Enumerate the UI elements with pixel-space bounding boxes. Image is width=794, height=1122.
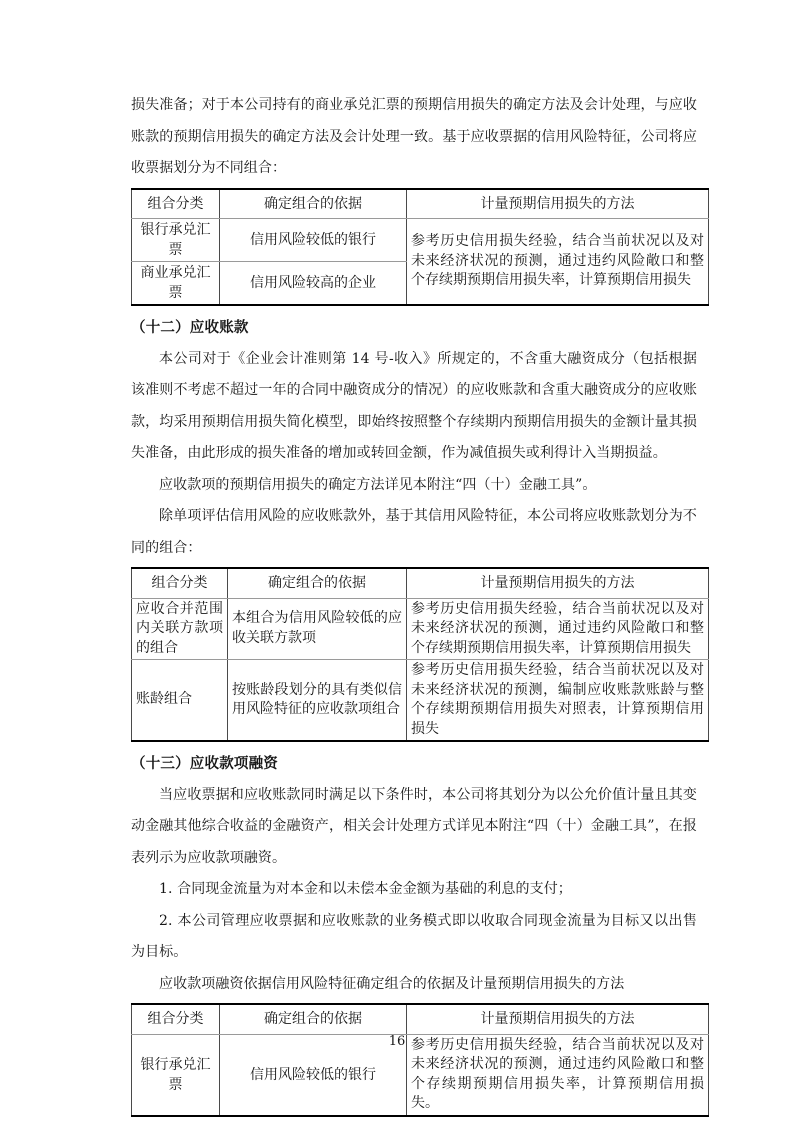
paragraph-rf-table-caption: 应收款项融资依据信用风险特征确定组合的依据及计量预期信用损失的方法: [159, 975, 625, 992]
accounts-receivable-portfolio-table: [131, 567, 709, 742]
column-header-ecl-method: 计量预期信用损失的方法: [407, 189, 709, 219]
column-header-portfolio-basis: 确定组合的依据: [220, 1004, 407, 1034]
list-item-condition-2: 2. 本公司管理应收票据和应收账款的业务模式即以收取合同现金流量为目标又以出售为目标。: [131, 912, 697, 960]
section-heading-12-accounts-receivable: （十二）应收账款: [131, 319, 249, 336]
table-row: [132, 219, 709, 262]
column-header-portfolio-basis: 确定组合的依据: [228, 568, 407, 598]
column-header-portfolio-category: 组合分类: [132, 1004, 220, 1034]
cell-category: 银行承兑汇票: [132, 1034, 220, 1116]
cell-basis: 信用风险较低的银行: [220, 1034, 407, 1116]
column-header-ecl-method: 计量预期信用损失的方法: [407, 1004, 709, 1034]
paragraph-ar-grouping: 除单项评估信用风险的应收账款外，基于其信用风险特征，本公司将应收账款划分为不同的组合：: [131, 508, 697, 556]
column-header-portfolio-category: 组合分类: [132, 189, 220, 219]
table-row: [132, 660, 709, 742]
cell-category: 商业承兑汇票: [132, 262, 220, 306]
page-content: [131, 90, 708, 1117]
cell-method: 参考历史信用损失经验，结合当前状况以及对未来经济状况的预测，编制应收账款账龄与整个存续期预期信用损失对照表，计算预期信用损失: [407, 660, 709, 742]
paragraph-ar-ecl-reference: 应收款项的预期信用损失的确定方法详见本附注“四（十）金融工具”。: [159, 476, 597, 493]
cell-method-merged: 参考历史信用损失经验，结合当前状况以及对未来经济状况的预测，通过违约风险敞口和整个存续期预期信用损失率，计算预期信用损失: [407, 219, 709, 306]
cell-category: 应收合并范围内关联方款项的组合: [132, 598, 228, 660]
cell-category: 银行承兑汇票: [132, 219, 220, 262]
section-heading-13-receivables-financing: （十三）应收款项融资: [131, 755, 278, 772]
paragraph-rf-policy: 当应收票据和应收账款同时满足以下条件时，本公司将其划分为以公允价值计量且其变动金融其他综合收益的金融资产，相关会计处理方式详见本附注“四（十）金融工具”，在报表列示为应收款项融资。: [131, 786, 697, 866]
list-item-condition-1: 1. 合同现金流量为对本金和以未偿本金金额为基础的利息的支付；: [159, 881, 572, 897]
page-number: 16: [388, 1034, 406, 1049]
table-header-row: [132, 189, 709, 219]
table-header-row: [132, 568, 709, 598]
paragraph-ar-policy: 本公司对于《企业会计准则第 14 号-收入》所规定的，不含重大融资成分（包括根据该准则不考虑不超过一年的合同中融资成分的情况）的应收账款和含重大融资成分的应收账款，均采用预期信用损失简化模型，即始终按照整个存续期内预期信用损失的金额计量其损失准备，由此形成的损失准备的增加或转回金额，作为减值损失或利得计入当期损益。: [131, 350, 697, 461]
column-header-portfolio-category: 组合分类: [132, 568, 228, 598]
table-row: [132, 598, 709, 660]
column-header-portfolio-basis: 确定组合的依据: [220, 189, 407, 219]
cell-basis: 按账龄段划分的具有类似信用风险特征的应收款项组合: [228, 660, 407, 742]
column-header-ecl-method: 计量预期信用损失的方法: [407, 568, 709, 598]
receivables-financing-portfolio-table: [131, 1003, 709, 1117]
table-header-row: [132, 1004, 709, 1034]
cell-basis: 本组合为信用风险较低的应收关联方款项: [228, 598, 407, 660]
cell-method: 参考历史信用损失经验，结合当前状况以及对未来经济状况的预测，通过违约风险敞口和整个存续期预期信用损失率，计算预期信用损失。: [407, 1034, 709, 1116]
cell-category: 账龄组合: [132, 660, 228, 742]
cell-basis: 信用风险较高的企业: [220, 262, 407, 306]
cell-method: 参考历史信用损失经验，结合当前状况以及对未来经济状况的预测，通过违约风险敞口和整个存续期预期信用损失率，计算预期信用损失: [407, 598, 709, 660]
cell-basis: 信用风险较低的银行: [220, 219, 407, 262]
bills-receivable-portfolio-table: [131, 188, 709, 307]
paragraph-bills-receivable-continuation: 损失准备；对于本公司持有的商业承兑汇票的预期信用损失的确定方法及会计处理，与应收账款的预期信用损失的确定方法及会计处理一致。基于应收票据的信用风险特征，公司将应收票据划分为不同组合：: [131, 97, 697, 176]
